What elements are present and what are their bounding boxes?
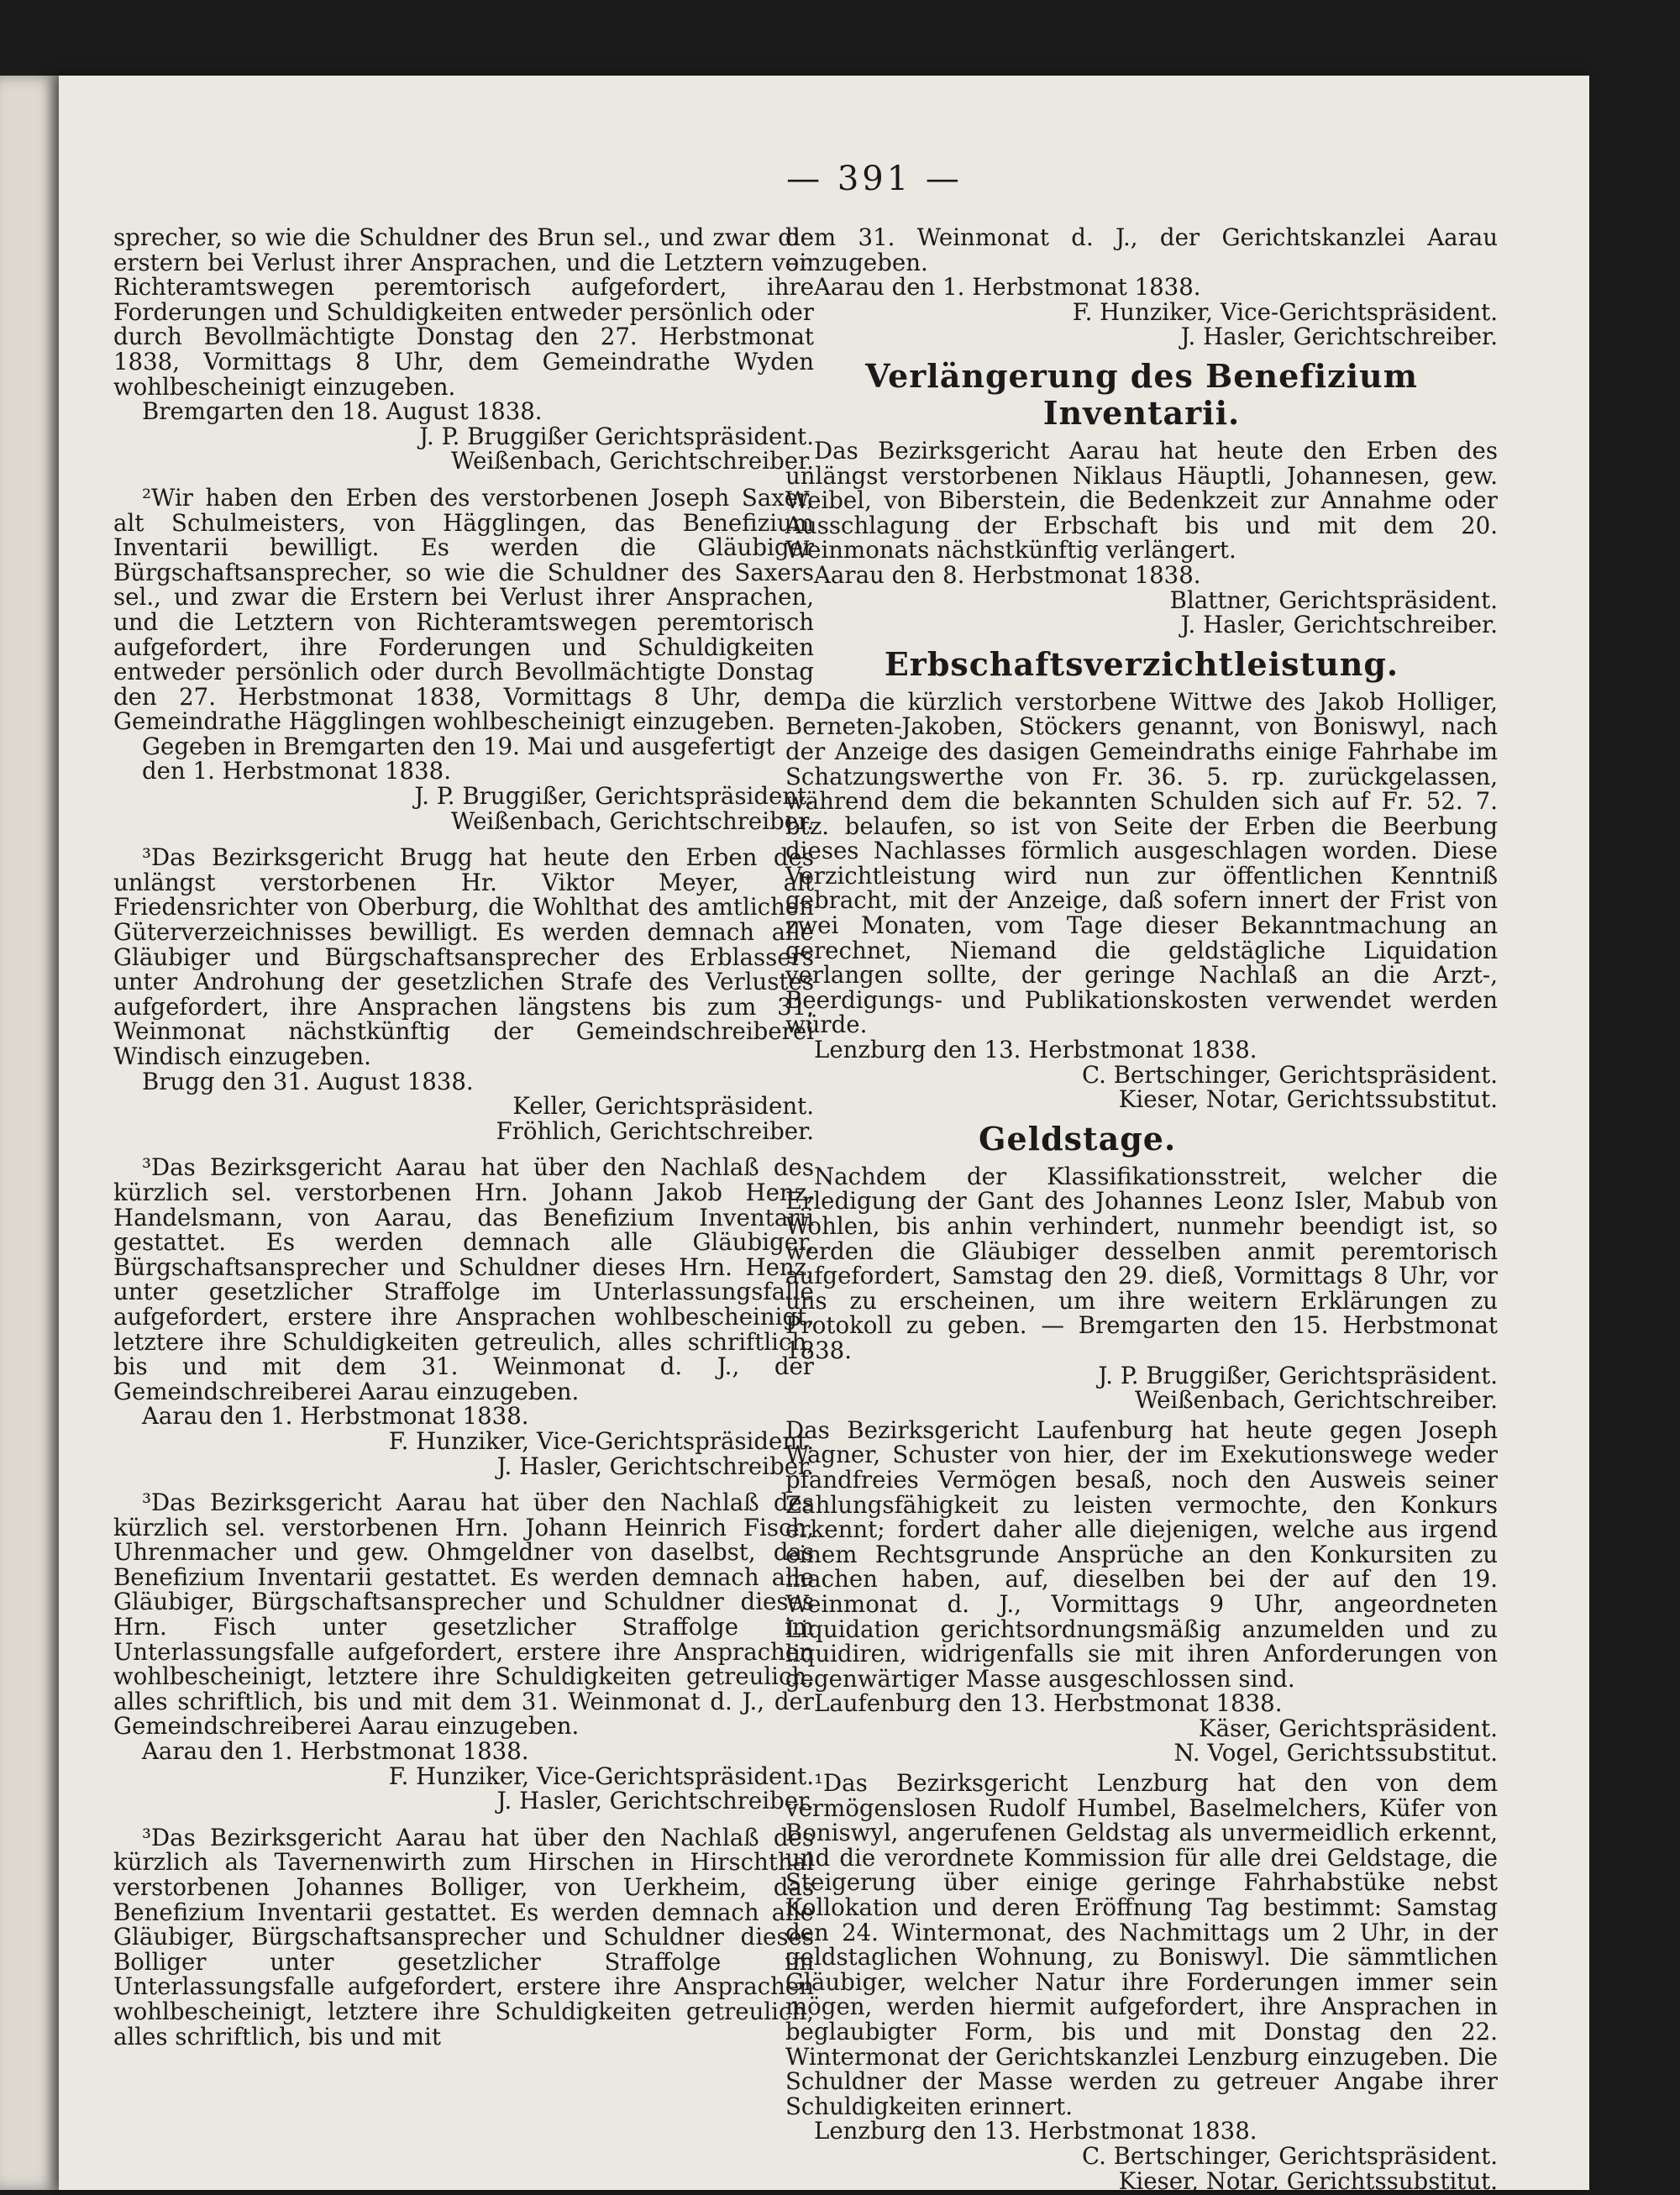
notice-signature: C. Bertschinger, Gerichtspräsident. (1081, 2141, 1498, 2170)
notice-text: dem 31. Weinmonat d. J., der Gerichtskanzlei Aarau einzugeben. (785, 223, 1498, 276)
notice-text: ²Wir haben den Erben des verstorbenen Joseph Saxer, alt Schulmeisters, von Hägglingen, das Benefizium Inventarii bewilligt. Es werden die Gläubiger Bürgschaftsansprecher, so wie die Schuldner des Saxers sel., und zwar die Erstern bei Verlust ihrer Ansprachen, und die Letztern von Richteramtswegen peremtorisch aufgefordert, ihre Forderungen und Schuldigkeiten entweder persönlich oder durch Bevollmächtigte Donstag den 27. Herbstmonat 1838, Vormittags 8 Uhr, dem Gemeindrathe Hägglingen wohlbescheinigt einzugeben. (113, 483, 814, 736)
section-heading: Verlängerung des Benefizium Inventarii. (865, 356, 1418, 432)
notice-signature: Weißenbach, Gerichtschreiber. (450, 447, 814, 475)
notice-text: ³Das Bezirksgericht Aarau hat über den Nachlaß des kürzlich sel. verstorbenen Hrn. Johann Jakob Henz, Handelsmann, von Aarau, das Benefizium Inventarii gestattet. Es werden demnach alle Gläubiger, Bürgschaftsansprecher und Schuldner dieses Hrn. Henz, unter gesetzlicher Straffolge im Unterlassungsfalle aufgefordert, erstere ihre Ansprachen wohlbescheinigt, letztere ihre Schuldigkeiten getreulich, alles schriftlich, bis und mit dem 31. Weinmonat d. J., der Gemeindschreiberei Aarau einzugeben. (113, 1153, 814, 1405)
notice-signature: Fröhlich, Gerichtschreiber. (496, 1116, 814, 1145)
notice-signature: Keller, Gerichtspräsident. (512, 1092, 814, 1121)
notice-text: ³Das Bezirksgericht Brugg hat heute den Erben des unlängst verstorbenen Hr. Viktor Meyer, alt Friedensrichter von Oberburg, die Wohlthat des amtlichen Güterverzeichnisses bewilligt. Es werden demnach alle Gläubiger und Bürgschaftsansprecher des Erblassers unter Androhung der gesetzlichen Strafe des Verlustes aufgefordert, ihre Ansprachen längstens bis zum 31. Weinmonat nächstkünftig der Gemeindschreiberei Windisch einzugeben. (113, 843, 814, 1070)
notice-signature: Kieser, Notar, Gerichtssubstitut. (1118, 1085, 1498, 1114)
page-number: — 391 — (786, 160, 963, 198)
notice-place-date: Laufenburg den 13. Herbstmonat 1838. (814, 1689, 1283, 1718)
notice-place-date: Gegeben in Bremgarten den 19. Mai und ausgefertigt den 1. Herbstmonat 1838. (142, 732, 775, 785)
notice-signature: J. P. Bruggißer Gerichtspräsident. (419, 422, 814, 450)
notice-signature: Blattner, Gerichtspräsident. (1169, 586, 1498, 614)
notice-text: sprecher, so wie die Schuldner des Brun sel., und zwar die erstern bei Verlust ihrer Ansprachen, und die Letztern von Richteramtswegen peremtorisch aufgefordert, ihre Forderungen und Schuldigkeiten entweder persönlich oder durch Bevollmächtigte Donstag den 27. Herbstmonat 1838, Vormittags 8 Uhr, dem Gemeindrathe Wyden wohlbescheinigt einzugeben. (113, 223, 814, 401)
section-heading: Geldstage. (979, 1119, 1177, 1158)
notice-place-date: Aarau den 1. Herbstmonat 1838. (142, 1402, 529, 1431)
notice-signature: J. Hasler, Gerichtschreiber. (496, 1787, 814, 1815)
notice-text: ³Das Bezirksgericht Aarau hat über den Nachlaß des kürzlich sel. verstorbenen Hrn. Johann Heinrich Fisch, Uhrenmacher und gew. Ohmgeldner von daselbst, das Benefizium Inventarii gestattet. Es werden demnach alle Gläubiger, Bürgschaftsansprecher und Schuldner dieses Hrn. Fisch unter gesetzlicher Straffolge im Unterlassungsfalle aufgefordert, erstere ihre Ansprachen wohlbescheinigt, letztere ihre Schuldigkeiten getreulich, alles schriftlich, bis und mit dem 31. Weinmonat d. J., der Gemeindschreiberei Aarau einzugeben. (113, 1489, 814, 1741)
notice-text: Da die kürzlich verstorbene Wittwe des Jakob Holliger, Berneten-Jakoben, Stöckers genannt, von Boniswyl, nach der Anzeige des dasigen Gemeindraths einige Fahrhabe im Schatzungswerthe von Fr. 36. 5. rp. zurückgelassen, während dem die bekannten Schulden sich auf Fr. 52. 7. btz. belaufen, so ist von Seite der Erben die Beerbung dieses Nachlasses förmlich ausgeschlagen worden. Diese Verzichtleistung wird nun zur öffentlichen Kenntniß gebracht, mit der Anzeige, daß sofern innert der Frist von zwei Monaten, vom Tage dieser Bekanntmachung an gerechnet, Niemand die geldstägliche Liquidation verlangen sollte, der geringe Nachlaß an die Arzt-, Beerdigungs- und Publikationskosten verwendet werden würde. (785, 687, 1498, 1039)
section-heading: Erbschaftsverzichtleistung. (884, 644, 1399, 683)
notice-signature: F. Hunziker, Vice-Gerichtspräsident. (388, 1762, 814, 1790)
notice-signature: Weißenbach, Gerichtschreiber. (1134, 1386, 1498, 1415)
notice-signature: C. Bertschinger, Gerichtspräsident. (1081, 1060, 1498, 1089)
notice-place-date: Lenzburg den 13. Herbstmonat 1838. (814, 2117, 1257, 2145)
notice-place-date: Lenzburg den 13. Herbstmonat 1838. (814, 1036, 1257, 1064)
notice-signature: Weißenbach, Gerichtschreiber. (450, 806, 814, 835)
notice-signature: J. Hasler, Gerichtschreiber. (1180, 611, 1498, 639)
notice-signature: J. Hasler, Gerichtschreiber. (496, 1452, 814, 1480)
notice-signature: F. Hunziker, Vice-Gerichtspräsident. (1072, 297, 1498, 326)
notice-text: ¹Das Bezirksgericht Lenzburg hat den von dem vermögenslosen Rudolf Humbel, Baselmelchers, Küfer von Boniswyl, angerufenen Geldstag als unvermeidlich erkennt, und die verordnete Kommission für alle drei Geldstage, die Steigerung über einige geringe Fahrhabstüke nebst Kollokation und deren Eröffnung Tag bestimmt: Samstag den 24. Wintermonat, des Nachmittags um 2 Uhr, in der geldstaglichen Wohnung, zu Boniswyl. Die sämmtlichen Gläubiger, welcher Natur ihre Forderungen immer sein mögen, werden hiermit aufgefordert, ihre Ansprachen in beglaubigter Form, bis und mit Donstag den 22. Wintermonat der Gerichtskanzlei Lenzburg einzugeben. Die Schuldner der Masse werden zu getreuer Angabe ihrer Schuldigkeiten erinnert. (785, 1769, 1498, 2120)
left-column (113, 225, 814, 2049)
right-column (785, 225, 1498, 2193)
notice-text: ³Das Bezirksgericht Aarau hat über den Nachlaß des kürzlich als Tavernenwirth zum Hirschen in Hirschthal verstorbenen Johannes Bolliger, von Uerkheim, das Benefizium Inventarii gestattet. Es werden demnach alle Gläubiger, Bürgschaftsansprecher und Schuldner dieses Bolliger unter gesetzlicher Straffolge im Unterlassungsfalle aufgefordert, erstere ihre Ansprachen wohlbescheinigt, letztere ihre Schuldigkeiten getreulich, alles schriftlich, bis und mit (113, 1823, 814, 2051)
notice-signature: N. Vogel, Gerichtssubstitut. (1173, 1739, 1498, 1767)
notice-signature: J. P. Bruggißer, Gerichtspräsident. (1098, 1361, 1498, 1389)
newspaper-page (59, 76, 1589, 2195)
notice-signature: Kieser, Notar, Gerichtssubstitut. (1118, 2166, 1498, 2195)
notice-text: Das Bezirksgericht Laufenburg hat heute gegen Joseph Wagner, Schuster von hier, der im Exekutionswege weder pfandfreies Vermögen besaß, noch den Ausweis seiner Zahlungsfähigkeit zu leisten vermochte, den Konkurs erkennt; fordert daher alle diejenigen, welche aus irgend einem Rechtsgrunde Ansprüche an den Konkursiten zu machen haben, auf, dieselben bei der auf den 19. Weinmonat d. J., Vormittags 9 Uhr, angeordneten Liquidation gerichtsordnungsmäßig anzumelden und zu liquidiren, widrigenfalls sie mit ihren Anforderungen von gegenwärtiger Masse ausgeschlossen sind. (785, 1415, 1498, 1693)
notice-signature: Käser, Gerichtspräsident. (1198, 1714, 1498, 1742)
notice-text: Nachdem der Klassifikationsstreit, welcher die Erledigung der Gant des Johannes Leonz Isler, Mabub von Wohlen, bis anhin verhindert, nunmehr beendigt ist, so werden die Gläubiger desselben anmit peremtorisch aufgefordert, Samstag den 29. dieß, Vormittags 8 Uhr, vor uns zu erscheinen, um ihre weitern Erklärungen zu Protokoll zu geben. — Bremgarten den 15. Herbstmonat 1838. (785, 1162, 1498, 1364)
notice-signature: J. P. Bruggißer, Gerichtspräsident. (414, 782, 814, 811)
notice-place-date: Brugg den 31. August 1838. (142, 1067, 474, 1095)
notice-place-date: Aarau den 8. Herbstmonat 1838. (814, 560, 1201, 589)
notice-place-date: Aarau den 1. Herbstmonat 1838. (142, 1737, 529, 1766)
previous-page-edge (0, 76, 60, 2190)
notice-signature: J. Hasler, Gerichtschreiber. (1180, 323, 1498, 351)
notice-place-date: Aarau den 1. Herbstmonat 1838. (814, 273, 1201, 302)
notice-text: Das Bezirksgericht Aarau hat heute den Erben des unlängst verstorbenen Niklaus Häuptli, Johannesen, gew. Weibel, von Biberstein, die Bedenkzeit zur Annahme oder Ausschlagung der Erbschaft bis und mit dem 20. Weinmonats nächstkünftig verlängert. (785, 436, 1498, 565)
notice-signature: F. Hunziker, Vice-Gerichtspräsident. (388, 1426, 814, 1455)
notice-place-date: Bremgarten den 18. August 1838. (142, 397, 543, 426)
